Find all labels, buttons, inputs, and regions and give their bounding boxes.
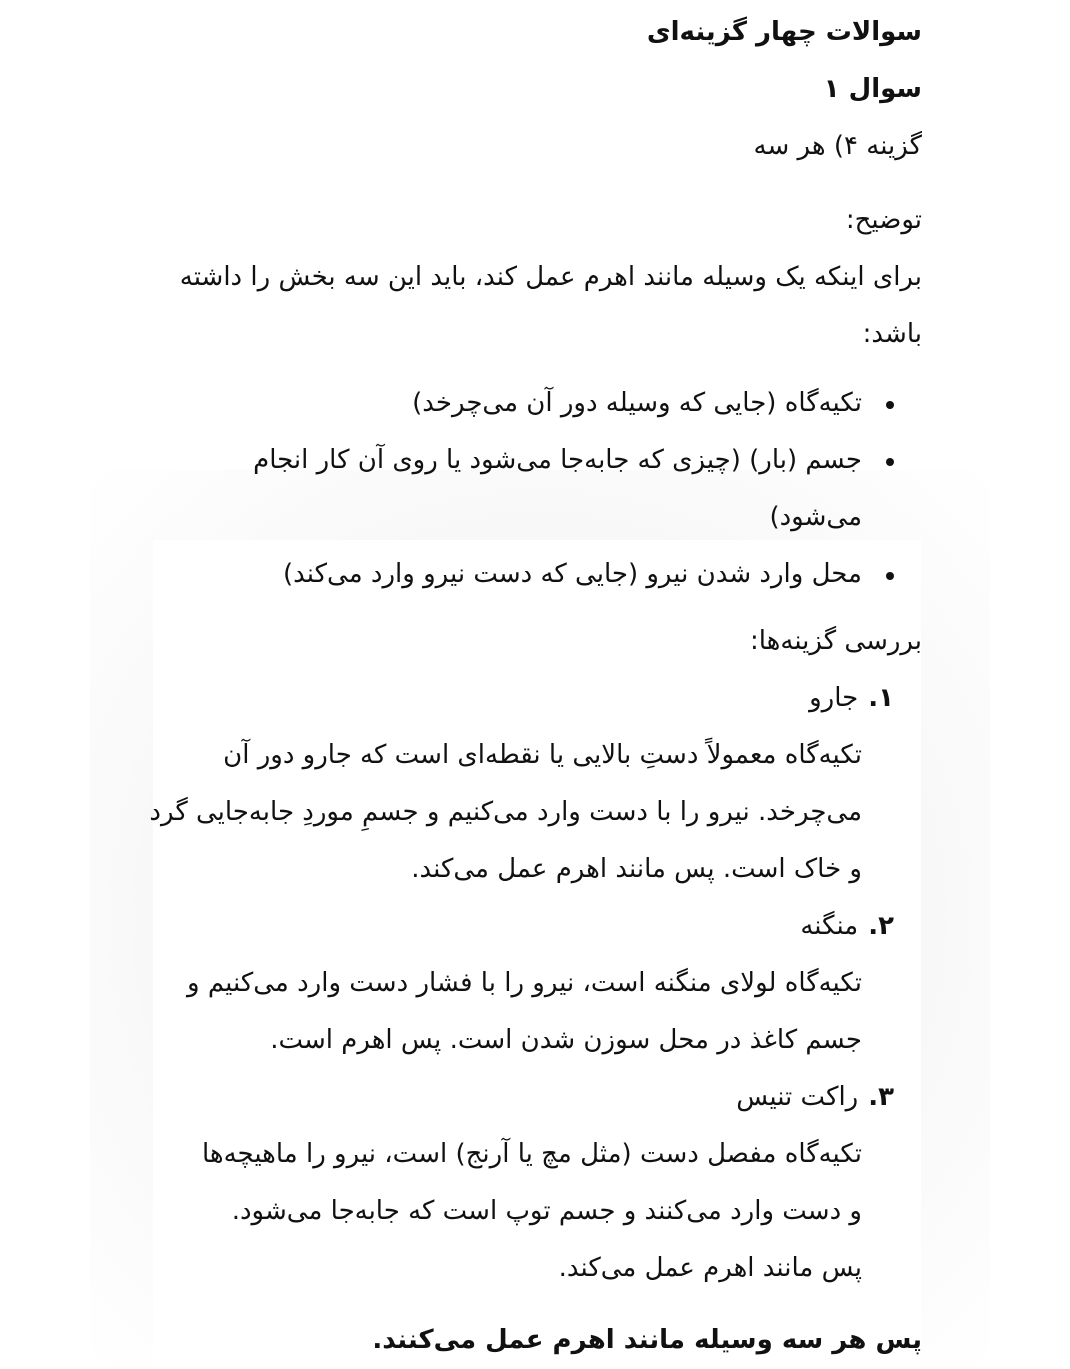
intro-text: برای اینکه یک وسیله مانند اهرم عمل کند، باید این سه بخش را داشته باشد:	[179, 262, 922, 349]
option-name: جارو	[809, 683, 859, 713]
option-description: تکیه‌گاه معمولاً دستِ بالایی یا نقطه‌ای است که جارو دور آن می‌چرخد. نیرو را با دست وارد می‌کنیم و جسمِ موردِ جابه‌جایی گرد و خاک است. پس مانند اهرم عمل می‌کند.	[149, 740, 862, 884]
option-name: راکت تنیس	[736, 1082, 859, 1112]
option-item	[140, 898, 922, 1069]
list-item: تکیه‌گاه (جایی که وسیله دور آن می‌چرخد)	[140, 375, 862, 432]
option-title	[140, 1069, 922, 1126]
explanation-label: توضیح:	[845, 205, 922, 235]
option-title	[140, 898, 922, 955]
option-description: تکیه‌گاه مفصل دست (مثل مچ یا آرنج) است، نیرو را ماهیچه‌ها و دست وارد می‌کنند و جسم توپ است که جابه‌جا می‌شود. پس مانند اهرم عمل می‌کند.	[201, 1139, 862, 1283]
option-title	[140, 670, 922, 727]
answer-document	[140, 0, 922, 1369]
question-title: سوال ۱	[823, 74, 922, 104]
review-label: بررسی گزینه‌ها:	[750, 626, 922, 656]
answer-text: گزینه ۴) هر سه	[753, 131, 922, 161]
conclusion-text: پس هر سه وسیله مانند اهرم عمل می‌کنند.	[372, 1325, 922, 1355]
option-description: تکیه‌گاه لولای منگنه است، نیرو را با فشار دست وارد می‌کنیم و جسم کاغذ در محل سوزن شدن است. پس اهرم است.	[187, 968, 862, 1055]
option-item	[140, 1069, 922, 1297]
option-number: ۱.	[868, 683, 894, 713]
list-item: جسم (بار) (چیزی که جابه‌جا می‌شود یا روی آن کار انجام می‌شود)	[140, 432, 862, 546]
option-item	[140, 670, 922, 898]
option-name: منگنه	[800, 911, 859, 941]
parts-list	[140, 375, 922, 603]
section-title: سوالات چهار گزینه‌ای	[646, 17, 922, 47]
option-number: ۲.	[868, 911, 894, 941]
option-number: ۳.	[868, 1082, 894, 1112]
list-item: محل وارد شدن نیرو (جایی که دست نیرو وارد می‌کند)	[140, 546, 862, 603]
